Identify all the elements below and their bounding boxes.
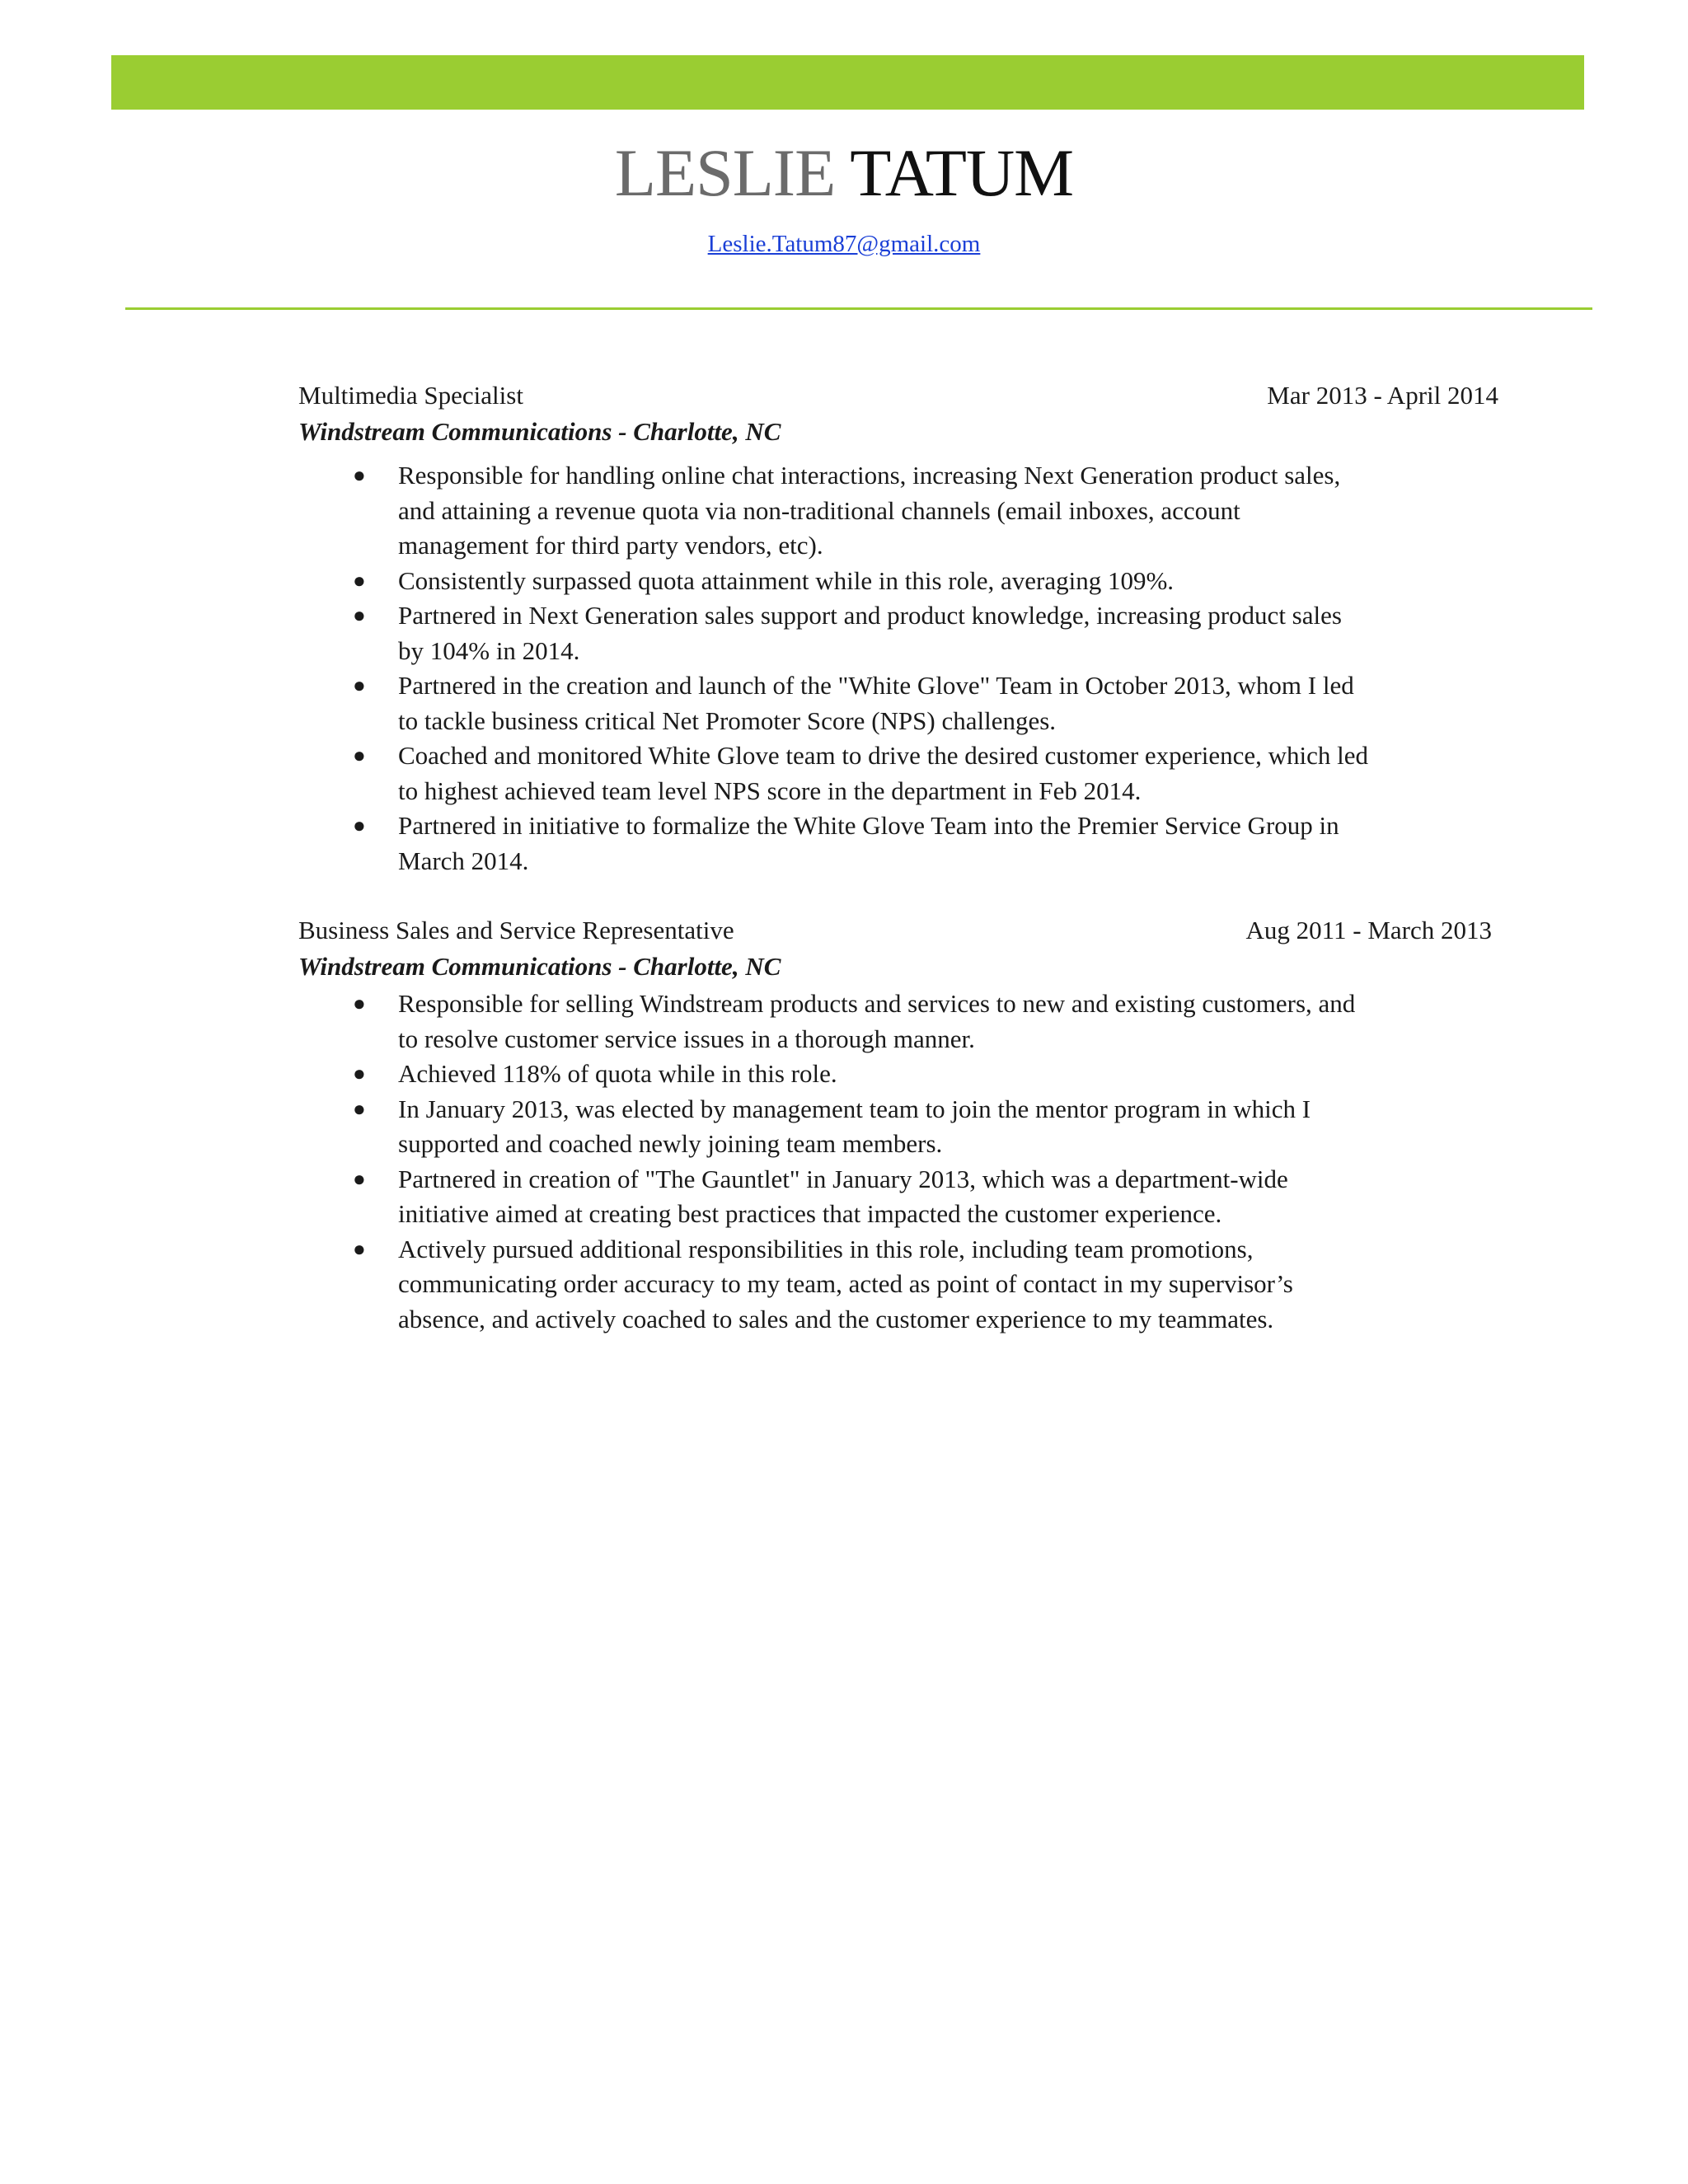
job-title: Business Sales and Service Representative bbox=[298, 916, 734, 944]
job-header bbox=[298, 912, 1493, 949]
job-header bbox=[298, 377, 1498, 414]
header-divider bbox=[125, 307, 1592, 310]
job-dates: Mar 2013 - April 2014 bbox=[1267, 381, 1498, 410]
bullet-icon: ● bbox=[353, 1236, 366, 1261]
bullet-icon: ● bbox=[353, 743, 366, 767]
email-link[interactable]: Leslie.Tatum87@gmail.com bbox=[707, 231, 981, 257]
list-item: ● Coached and monitored White Glove team to drive the desired customer experience, which led to highest achieved team level NPS score in the department in Feb 2014. bbox=[298, 738, 1371, 808]
list-item: ● In January 2013, was elected by management team to join the mentor program in which I supported and coached newly joining team members. bbox=[298, 1092, 1371, 1162]
job-dates: Aug 2011 - March 2013 bbox=[1245, 916, 1492, 944]
bullet-icon: ● bbox=[353, 568, 366, 593]
job-entry-1 bbox=[298, 377, 1498, 879]
contact-email bbox=[0, 229, 1688, 259]
job-bullets bbox=[298, 987, 1452, 1337]
candidate-name bbox=[0, 132, 1688, 214]
bullet-icon: ● bbox=[353, 813, 366, 837]
bullet-icon: ● bbox=[353, 1062, 366, 1085]
first-name: LESLIE bbox=[614, 135, 836, 210]
list-item: ● Partnered in creation of "The Gauntlet" in January 2013, which was a department-wide initiative aimed at creating best practices that impacted the customer experience. bbox=[298, 1162, 1371, 1232]
bullet-icon: ● bbox=[353, 673, 366, 697]
list-item: ● Consistently surpassed quota attainment while in this role, averaging 109%. bbox=[298, 564, 1371, 599]
bullet-icon: ● bbox=[353, 1096, 366, 1121]
last-name: TATUM bbox=[850, 135, 1074, 210]
company-name: Windstream Communications - Charlotte, NC bbox=[298, 417, 781, 446]
job-title: Multimedia Specialist bbox=[298, 381, 523, 410]
bullet-icon: ● bbox=[353, 991, 366, 1015]
company-name: Windstream Communications - Charlotte, NC bbox=[298, 952, 781, 981]
list-item: ● Responsible for handling online chat interactions, increasing Next Generation product sales, and attaining a revenue quota via non-traditional channels (email inboxes, account management for third party vendors, etc). bbox=[298, 458, 1371, 564]
list-item: ● Partnered in the creation and launch of the "White Glove" Team in October 2013, whom I led to tackle business critical Net Promoter Score (NPS) challenges. bbox=[298, 668, 1371, 738]
bullet-icon: ● bbox=[353, 1166, 366, 1191]
list-item: ● Responsible for selling Windstream products and services to new and existing customers, and to resolve customer service issues in a thorough manner. bbox=[298, 987, 1371, 1057]
bullet-icon: ● bbox=[353, 603, 366, 627]
header-accent-bar bbox=[111, 55, 1584, 110]
list-item: ● Achieved 118% of quota while in this role. bbox=[298, 1057, 1371, 1092]
job-bullets bbox=[298, 458, 1452, 879]
list-item: ● Actively pursued additional responsibilities in this role, including team promotions, communicating order accuracy to my team, acted as point of contact in my supervisor’s absence, and actively coached to sales and the customer experience to my teammates. bbox=[298, 1232, 1371, 1338]
list-item: ● Partnered in initiative to formalize the White Glove Team into the Premier Service Group in March 2014. bbox=[298, 808, 1371, 879]
list-item: ● Partnered in Next Generation sales support and product knowledge, increasing product sales by 104% in 2014. bbox=[298, 598, 1371, 668]
bullet-icon: ● bbox=[353, 463, 366, 487]
job-entry-2 bbox=[298, 912, 1493, 1337]
